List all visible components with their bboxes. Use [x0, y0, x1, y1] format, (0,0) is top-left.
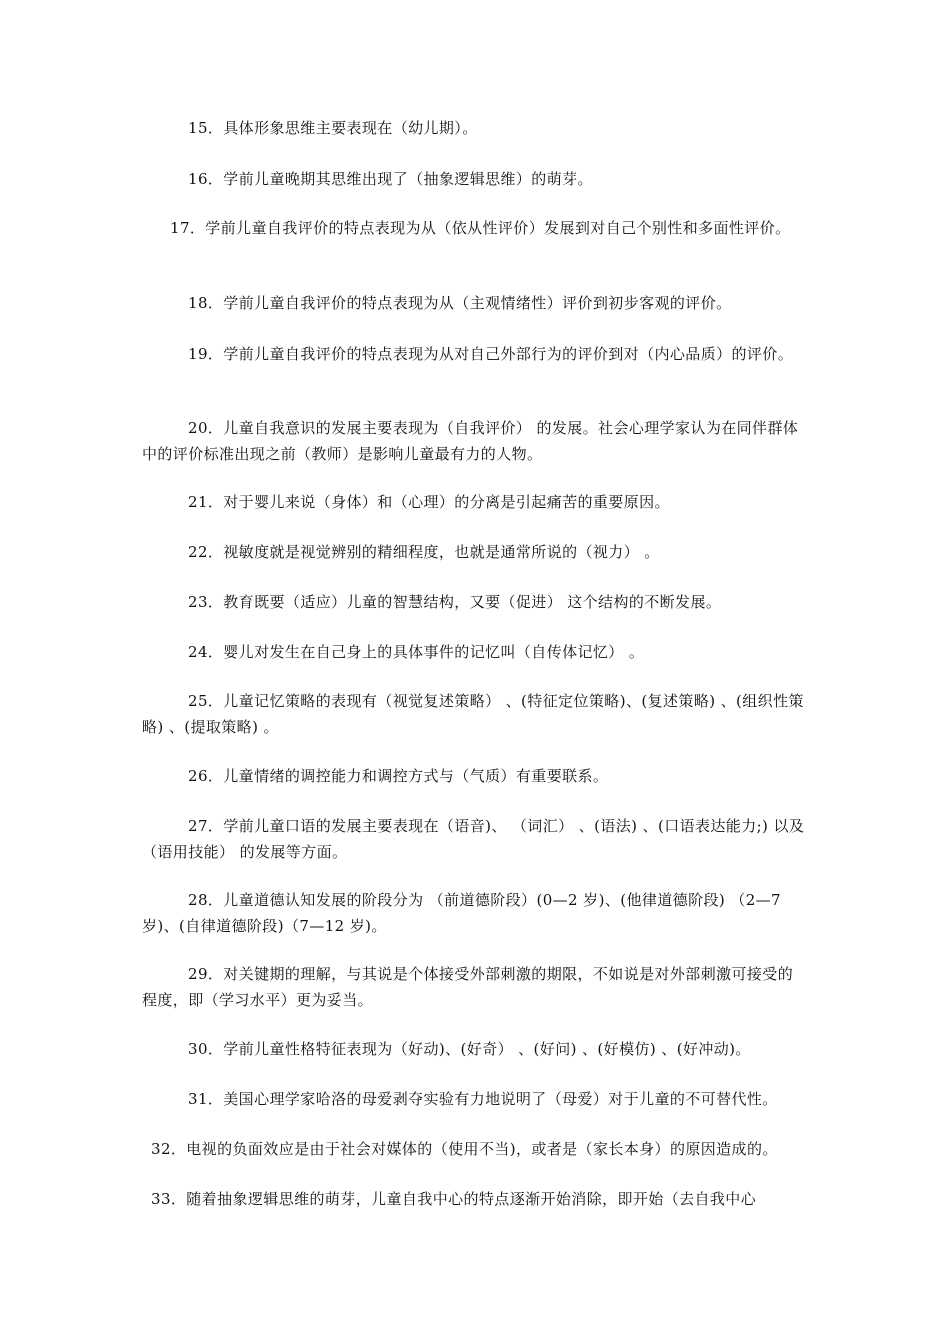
paragraph-item-18: 18．学前儿童自我评价的特点表现为从（主观情绪性）评价到初步客观的评价。 [188, 294, 732, 312]
paragraph-item-33: 33．随着抽象逻辑思维的萌芽，儿童自我中心的特点逐渐开始消除，即开始（去自我中心 [151, 1190, 757, 1208]
paragraph-item-27: 27．学前儿童口语的发展主要表现在（语音)、 （词汇） 、(语法) 、(口语表达能力;) 以及 （语用技能） 的发展等方面。 [142, 817, 805, 861]
paragraph-item-19: 19．学前儿童自我评价的特点表现为从对自己外部行为的评价到对（内心品质）的评价。 [188, 345, 794, 363]
paragraph-item-29: 29．对关键期的理解，与其说是个体接受外部刺激的期限，不如说是对外部刺激可接受的程度，即（学习水平）更为妥当。 [142, 965, 794, 1009]
paragraph-item-31: 31．美国心理学家哈洛的母爱剥夺实验有力地说明了（母爱）对于儿童的不可替代性。 [188, 1090, 778, 1108]
paragraph-item-16: 16．学前儿童晚期其思维出现了（抽象逻辑思维）的萌芽。 [188, 170, 593, 188]
paragraph-item-17: 17．学前儿童自我评价的特点表现为从（依从性评价）发展到对自己个别性和多面性评价。 [170, 219, 791, 237]
paragraph-item-25: 25．儿童记忆策略的表现有（视觉复述策略） 、(特征定位策略)、(复述策略) 、(组织性策略) 、(提取策略) 。 [142, 692, 804, 736]
paragraph-item-24: 24．婴儿对发生在自己身上的具体事件的记忆叫（自传体记忆） 。 [188, 643, 645, 661]
paragraph-item-32: 32．电视的负面效应是由于社会对媒体的（使用不当)，或者是（家长本身）的原因造成的。 [151, 1140, 778, 1158]
paragraph-item-26: 26．儿童情绪的调控能力和调控方式与（气质）有重要联系。 [188, 767, 609, 785]
paragraph-item-20: 20．儿童自我意识的发展主要表现为（自我评价） 的发展。社会心理学家认为在同伴群体中的评价标准出现之前（教师）是影响儿童最有力的人物。 [142, 419, 799, 463]
paragraph-item-28: 28．儿童道德认知发展的阶段分为 （前道德阶段）(0—2 岁)、(他律道德阶段) （2—7 岁)、(自律道德阶段)（7—12 岁)。 [142, 891, 781, 935]
paragraph-item-23: 23．教育既要（适应）儿童的智慧结构，又要（促进） 这个结构的不断发展。 [188, 593, 722, 611]
paragraph-item-30: 30．学前儿童性格特征表现为（好动)、(好奇） 、(好问) 、(好模仿) 、(好冲动)。 [188, 1040, 751, 1058]
paragraph-item-21: 21．对于婴儿来说（身体）和（心理）的分离是引起痛苦的重要原因。 [188, 493, 670, 511]
paragraph-item-15: 15．具体形象思维主要表现在（幼儿期）。 [188, 119, 478, 137]
paragraph-item-22: 22．视敏度就是视觉辨别的精细程度，也就是通常所说的（视力） 。 [188, 543, 660, 561]
